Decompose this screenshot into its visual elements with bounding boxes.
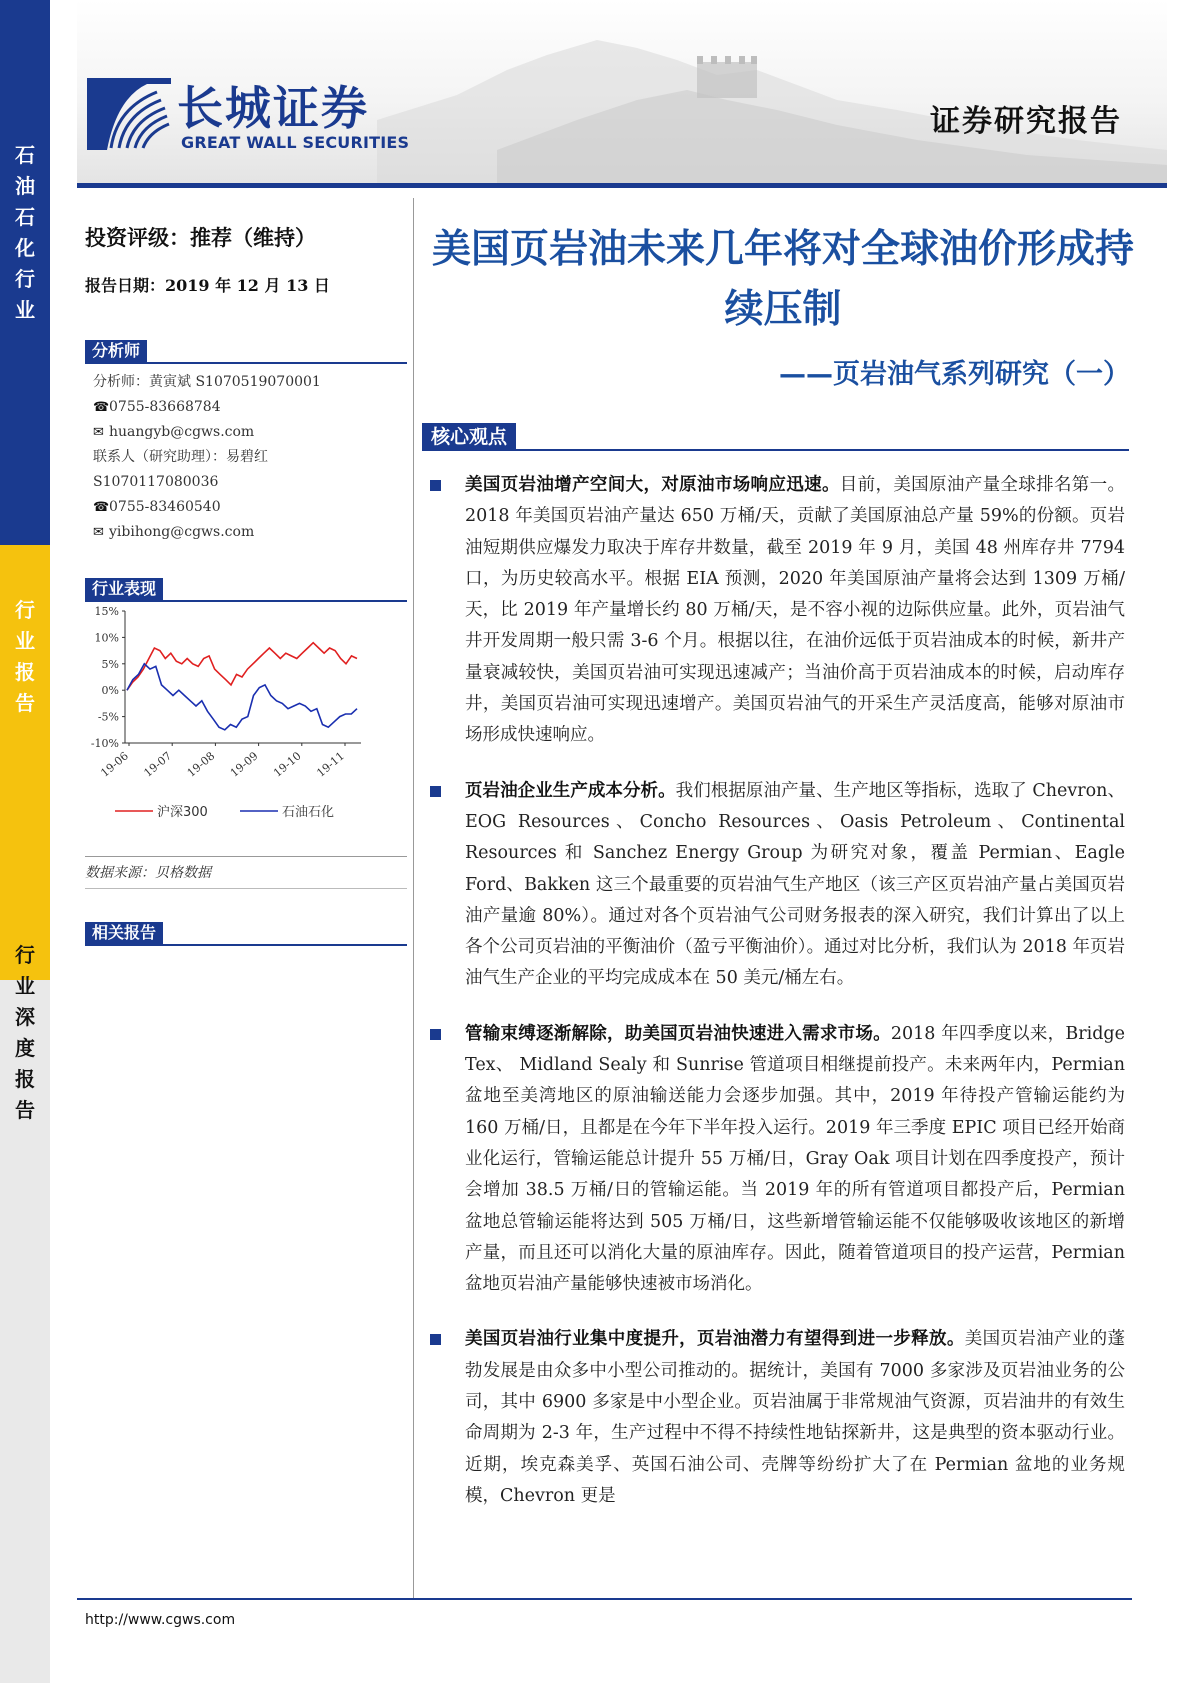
phone-icon: ☎ (93, 500, 110, 515)
contact-phone: 0755-83460540 (109, 499, 221, 515)
chart-x-tick-label: 19-11 (314, 749, 347, 780)
report-date: 报告日期：2019 年 12 月 13 日 (85, 276, 330, 295)
industry-performance-chart (85, 605, 407, 845)
chart-x-tick-label: 19-07 (141, 749, 175, 780)
chart-y-tick-label: 5% (101, 657, 119, 671)
bullet-square-icon (430, 480, 441, 491)
analyst-email[interactable]: huangyb@cgws.com (109, 424, 255, 440)
contact-email[interactable]: yibihong@cgws.com (109, 524, 255, 540)
chart-y-tick-label: 0% (101, 684, 119, 698)
sidebar-industry-segment (0, 0, 50, 545)
bullet-point (430, 1019, 1125, 1301)
report-type-label: 证券研究报告 (930, 104, 1122, 139)
footer-url[interactable]: http://www.cgws.com (85, 1612, 236, 1628)
bullet-heading: 美国页岩油增产空间大，对原油市场响应迅速。 (465, 475, 840, 495)
source-divider (85, 888, 407, 889)
bullet-point (430, 776, 1125, 995)
chart-x-tick-label: 19-09 (227, 749, 261, 780)
column-divider (413, 198, 414, 1600)
bullet-heading: 管输束缚逐渐解除，助美国页岩油快速进入需求市场。 (465, 1023, 891, 1044)
data-source-note: 数据来源：贝格数据 (85, 865, 211, 881)
core-view-title: 核心观点 (422, 423, 516, 451)
contact-name: 联系人（研究助理）：易碧红 (93, 449, 268, 465)
chart-y-tick-label: 15% (94, 605, 119, 618)
chart-y-tick-label: -5% (97, 710, 119, 724)
report-subtitle: ——页岩油气系列研究（一） (779, 359, 1130, 390)
series-line-petrochem (127, 664, 357, 730)
bullet-body: 目前，美国原油产量全球排名第一。2018 年美国页岩油产量达 650 万桶/天，贡献了美国原油总产量 59%的份额。页岩油短期供应爆发力取决于库存井数量，截至 2019 年 9 月，美国 48 州库存井 7794 口，为历史较高水平。根据 EIA 预测，2020 年美国原油产量将会达到 1309 万桶/天，比 2019 年产量增长约 80 万桶/天，是不容小视的边际供应量。此外，页岩油气井开发周期一般只需 3-6 个月。根据以往，在油价远低于页岩油成本的时候，新井产量衰减较快，美国页岩油可实现迅速减产；当油价高于页岩油成本的时候，启动库存井，美国页岩油可实现迅速增产。美国页岩油气的开采生产灵活度高，能够对原油市场形成快速响应。 (465, 475, 1126, 746)
bullet-square-icon (430, 786, 441, 797)
sidebar-report-segment (0, 545, 50, 980)
related-reports-title: 相关报告 (85, 922, 163, 944)
analyst-section-title: 分析师 (85, 340, 147, 362)
footer-rule (77, 1598, 1132, 1600)
logo-chinese-name: 长城证券 (177, 81, 369, 135)
contact-line (93, 445, 321, 470)
chart-y-tick-label: -10% (90, 737, 119, 750)
sidebar-deep-report-segment (0, 943, 50, 1683)
bullet-body: 美国页岩油产业的蓬勃发展是由众多中小型公司推动的。据统计，美国有 7000 多家涉及页岩油业务的公司，其中 6900 多家是中小型企业。页岩油属于非常规油气资源，页岩油井的有效生命周期为 2-3 年，生产过程中不得不持续性地钻探新井，这是典型的资本驱动行业。近期，埃克森美孚、英国石油公司、壳牌等纷纷扩大了在 Permian 盆地的业务规模，Chevron 更是 (465, 1329, 1126, 1506)
bullet-heading: 页岩油企业生产成本分析。 (465, 780, 676, 801)
mail-icon: ✉ (93, 425, 104, 440)
chart-x-tick-label: 19-08 (184, 749, 218, 780)
chart-divider (85, 856, 407, 857)
bullet-body: 2018 年四季度以来，Bridge Tex、 Midland Sealy 和 Sunrise 管道项目相继提前投产。未来两年内，Permian 盆地至美湾地区的原油输送能力会逐步加强。其中，2019 年待投产管输运能约为 160 万桶/日，且都是在今年下半年投入运行。2019 年三季度 EPIC 项目已经开始商业化运行，管输运能总计提升 55 万桶/日，Gray Oak 项目计划在四季度投产，预计会增加 38.5 万桶/日的管输运能。当 2019 年的所有管道项目都投产后，Permian 盆地总管输运能将达到 505 万桶/日，这些新增管输运能不仅能够吸收该地区的新增产量，而且还可以消化大量的原油库存。因此，随着管道项目的投产运营，Permian 盆地页岩油产量能够快速被市场消化。 (465, 1023, 1125, 1295)
great-wall-logo-icon (87, 78, 171, 150)
sidebar-deep-report-label: 行业深度报告 (15, 943, 35, 1122)
core-view-bullets (430, 470, 1125, 1536)
contact-id: S1070117080036 (93, 474, 219, 490)
banner-rule (77, 183, 1167, 188)
sidebar (0, 0, 50, 1683)
analyst-phone-line (93, 395, 321, 420)
bullet-body: 我们根据原油产量、生产地区等指标，选取了 Chevron、EOG Resources、Concho Resources、Oasis Petroleum、Continental Resources 和 Sanchez Energy Group 为研究对象，覆盖 Permian、Eagle Ford、Bakken 这三个最重要的页岩油气生产地区（该三产区页岩油产量占美国页岩油产量逾 80%）。通过对各个页岩油气公司财务报表的深入研究，我们计算出了以上各个公司页岩油的平衡油价（盈亏平衡油价）。通过对比分析，我们认为 2018 年页岩油气生产企业的平均完成成本在 50 美元/桶左右。 (465, 780, 1125, 989)
contact-phone-line (93, 495, 321, 520)
performance-line-chart (85, 605, 407, 845)
analyst-name-id: 分析师：黄寅斌 S1070519070001 (93, 374, 321, 390)
bullet-point (430, 470, 1125, 752)
industry-performance-title: 行业表现 (85, 578, 163, 600)
logo-english-name: GREAT WALL SECURITIES (181, 133, 410, 152)
bullet-point (430, 1324, 1125, 1512)
header-banner (77, 0, 1167, 183)
legend-label: 石油石化 (282, 805, 335, 820)
analyst-contact-list (93, 370, 321, 545)
bullet-heading: 美国页岩油行业集中度提升，页岩油潜力有望得到进一步释放。 (465, 1329, 965, 1350)
chart-x-tick-label: 19-06 (98, 749, 131, 780)
chart-y-tick-label: 10% (94, 631, 119, 645)
analyst-phone: 0755-83668784 (109, 399, 221, 415)
related-reports-header (85, 922, 407, 946)
industry-performance-header (85, 578, 407, 602)
core-view-header (422, 423, 1129, 451)
chart-x-tick-label: 19-10 (271, 749, 304, 780)
analyst-line (93, 370, 321, 395)
legend-label: 沪深300 (157, 805, 208, 820)
analyst-email-line (93, 420, 321, 445)
phone-icon: ☎ (93, 400, 110, 415)
sidebar-industry-label: 石油石化行业 (15, 143, 35, 322)
investment-rating: 投资评级：推荐（维持） (85, 226, 316, 250)
contact-email-line (93, 520, 321, 545)
contact-id-line (93, 470, 321, 495)
sidebar-report-label: 行业报告 (15, 598, 35, 715)
bullet-square-icon (430, 1334, 441, 1345)
analyst-section-header (85, 340, 407, 364)
bullet-square-icon (430, 1029, 441, 1040)
report-title: 美国页岩油未来几年将对全球油价形成持续压制 (431, 227, 1134, 332)
mail-icon: ✉ (93, 525, 104, 540)
